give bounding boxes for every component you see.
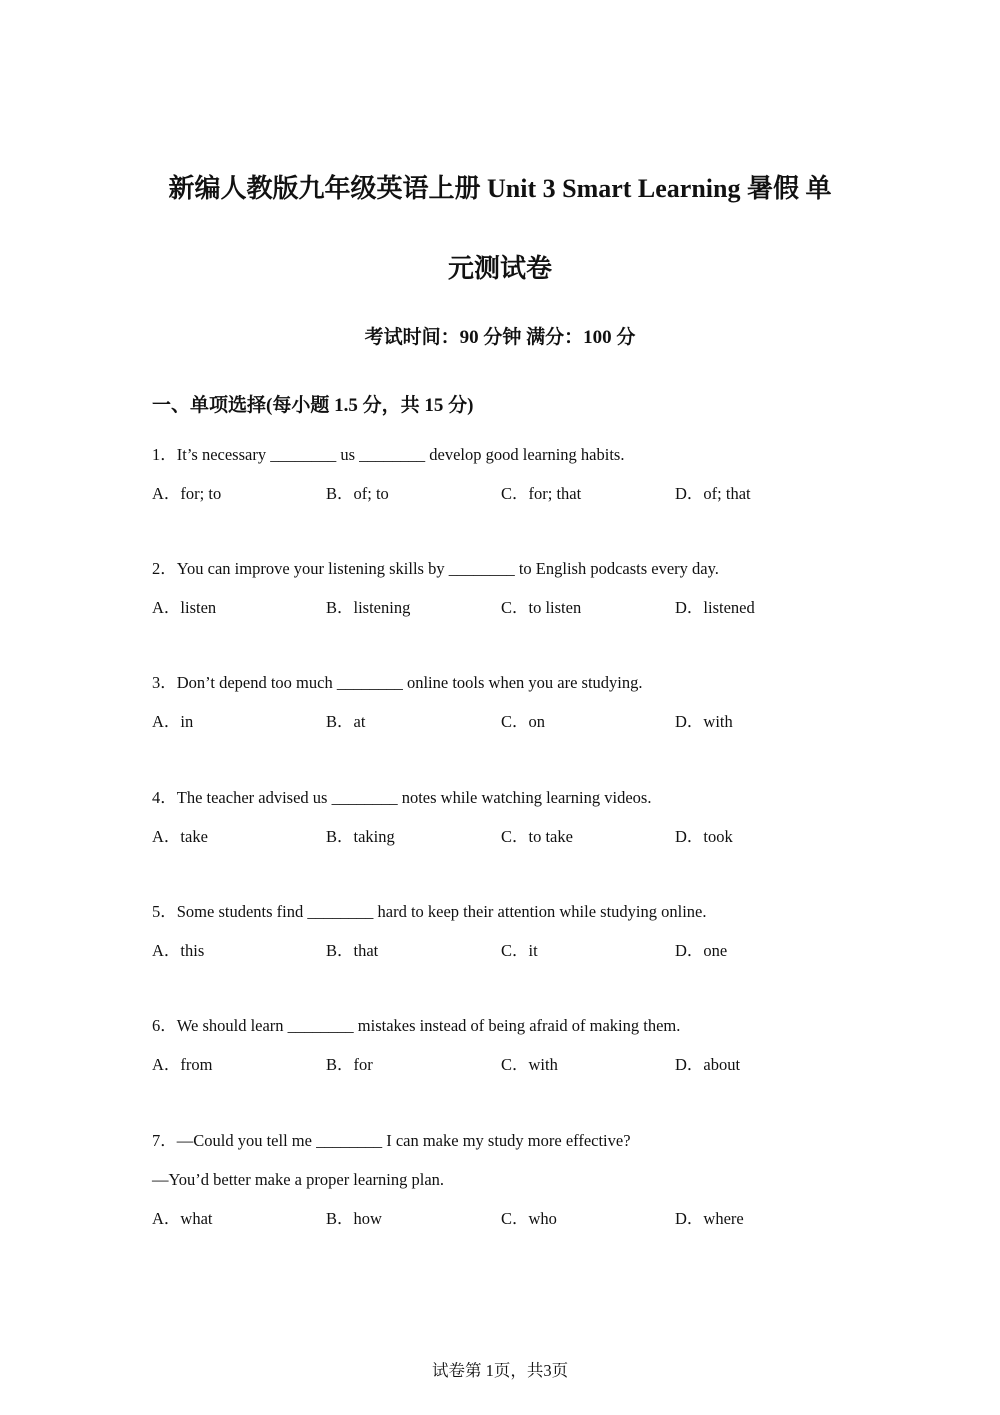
option-b[interactable]: B．at bbox=[326, 712, 366, 731]
question-stem: 5．Some students find ________ hard to keep their attention while studying online. bbox=[152, 902, 707, 921]
question-4 bbox=[152, 787, 852, 848]
option-b[interactable]: B．how bbox=[326, 1209, 382, 1228]
option-b[interactable]: B．listening bbox=[326, 598, 411, 617]
option-b[interactable]: B．for bbox=[326, 1055, 373, 1074]
exam-title-line-1: 新编人教版九年级英语上册 Unit 3 Smart Learning 暑假 单 bbox=[168, 174, 832, 203]
option-a[interactable]: A．for; to bbox=[152, 484, 222, 503]
option-c[interactable]: C．it bbox=[501, 941, 538, 960]
option-d[interactable]: D．took bbox=[675, 827, 733, 846]
option-row bbox=[152, 483, 852, 505]
option-a[interactable]: A．this bbox=[152, 941, 205, 960]
option-d[interactable]: D．one bbox=[675, 941, 728, 960]
question-stem: 1．It’s necessary ________ us ________ develop good learning habits. bbox=[152, 445, 625, 464]
option-c[interactable]: C．to listen bbox=[501, 598, 582, 617]
option-b[interactable]: B．that bbox=[326, 941, 379, 960]
page-footer: 试卷第 1页，共3页 bbox=[431, 1361, 569, 1380]
section-heading: 一、单项选择(每小题 1.5 分，共 15 分) bbox=[152, 395, 474, 416]
option-a[interactable]: A．in bbox=[152, 712, 194, 731]
question-6 bbox=[152, 1015, 852, 1076]
exam-info: 考试时间：90 分钟 满分：100 分 bbox=[364, 327, 636, 348]
question-stem: 6．We should learn ________ mistakes instead of being afraid of making them. bbox=[152, 1016, 681, 1035]
option-b[interactable]: B．of; to bbox=[326, 484, 389, 503]
option-a[interactable]: A．what bbox=[152, 1209, 213, 1228]
question-dialogue-reply: —You’d better make a proper learning plan. bbox=[152, 1170, 445, 1189]
question-5 bbox=[152, 901, 852, 962]
option-d[interactable]: D．with bbox=[675, 712, 733, 731]
option-row bbox=[152, 711, 852, 733]
question-7 bbox=[152, 1130, 852, 1230]
option-c[interactable]: C．to take bbox=[501, 827, 573, 846]
question-3 bbox=[152, 672, 852, 733]
option-row bbox=[152, 940, 852, 962]
option-a[interactable]: A．take bbox=[152, 827, 208, 846]
question-stem: 2．You can improve your listening skills by ________ to English podcasts every day. bbox=[152, 559, 719, 578]
question-stem: 3．Don’t depend too much ________ online tools when you are studying. bbox=[152, 673, 643, 692]
option-c[interactable]: C．on bbox=[501, 712, 546, 731]
option-c[interactable]: C．who bbox=[501, 1209, 557, 1228]
option-d[interactable]: D．where bbox=[675, 1209, 744, 1228]
question-stem: 4．The teacher advised us ________ notes while watching learning videos. bbox=[152, 788, 652, 807]
question-2 bbox=[152, 558, 852, 619]
exam-title-line-2: 元测试卷 bbox=[447, 254, 552, 283]
option-d[interactable]: D．about bbox=[675, 1055, 741, 1074]
option-c[interactable]: C．for; that bbox=[501, 484, 582, 503]
option-d[interactable]: D．listened bbox=[675, 598, 755, 617]
option-row bbox=[152, 826, 852, 848]
option-row bbox=[152, 1208, 852, 1230]
option-b[interactable]: B．taking bbox=[326, 827, 395, 846]
option-a[interactable]: A．from bbox=[152, 1055, 213, 1074]
question-stem: 7．—Could you tell me ________ I can make my study more effective? bbox=[152, 1131, 631, 1150]
option-row bbox=[152, 597, 852, 619]
question-1 bbox=[152, 444, 852, 505]
option-a[interactable]: A．listen bbox=[152, 598, 217, 617]
option-d[interactable]: D．of; that bbox=[675, 484, 751, 503]
option-c[interactable]: C．with bbox=[501, 1055, 558, 1074]
option-row bbox=[152, 1054, 852, 1076]
